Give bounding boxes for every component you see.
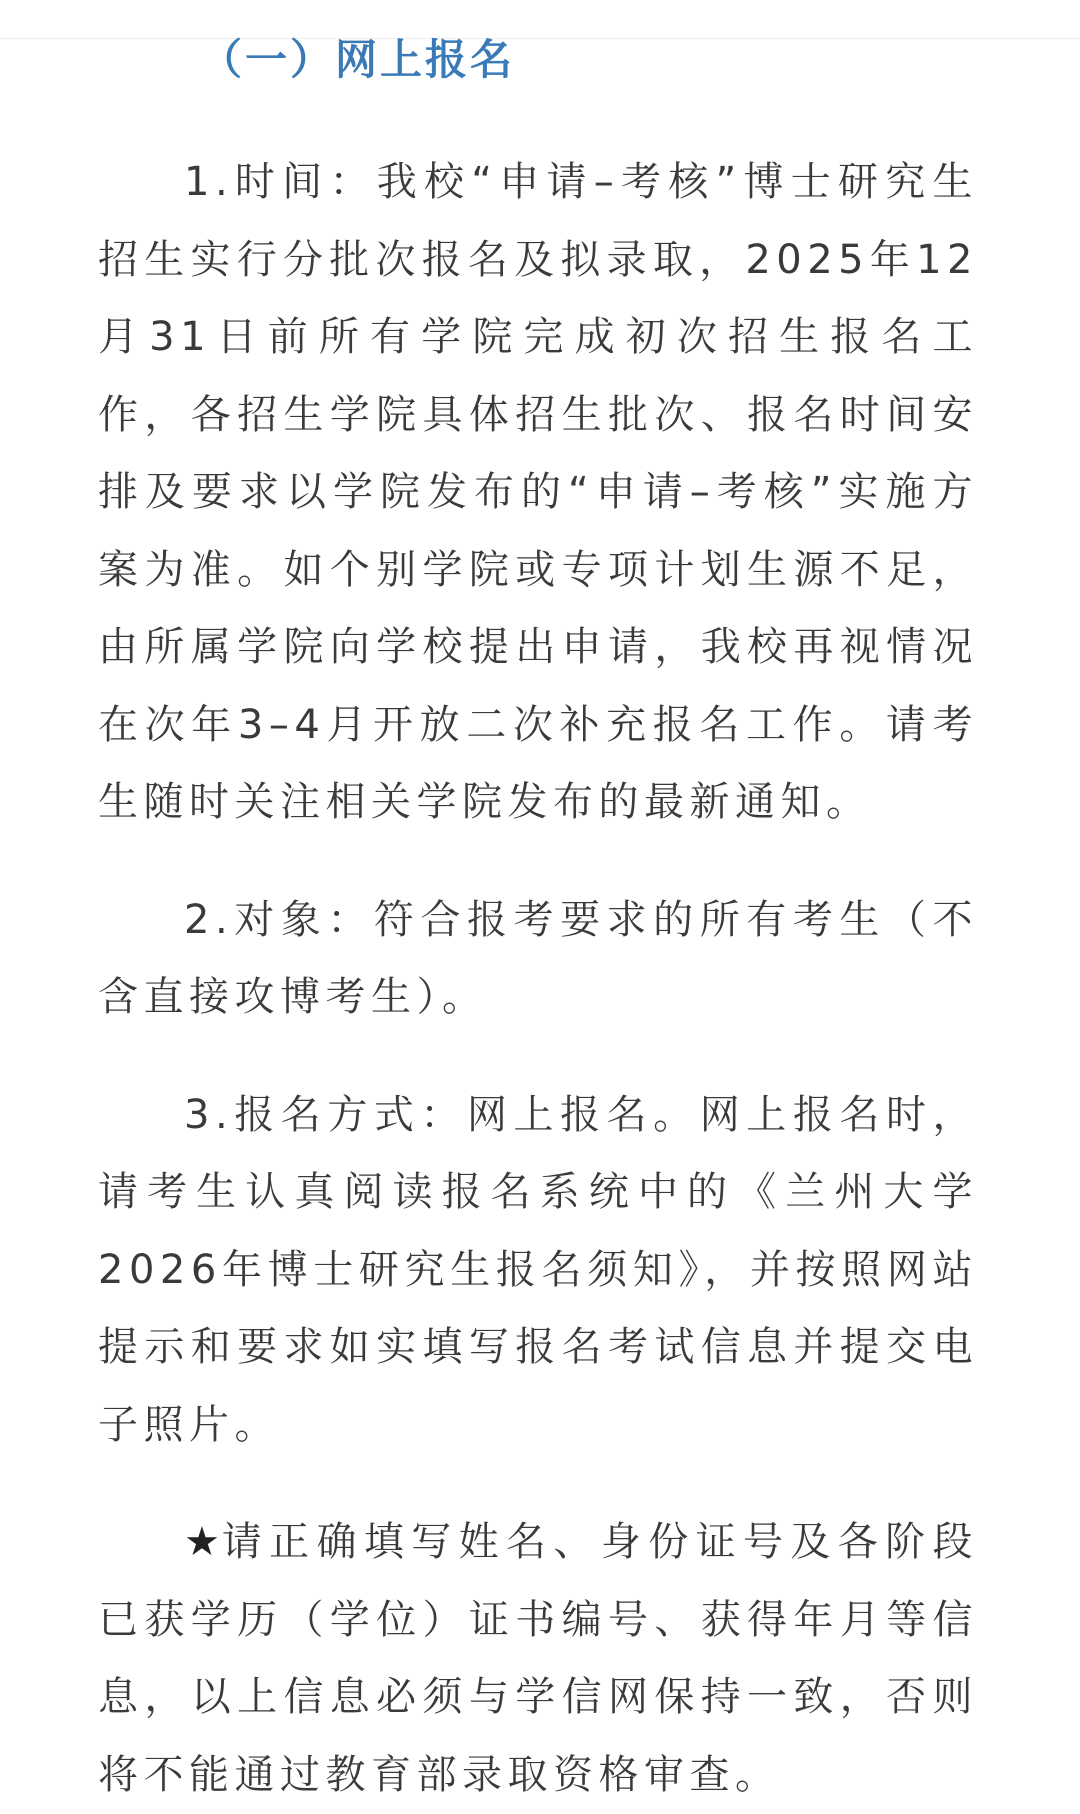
section-title: （一）网上报名 bbox=[200, 35, 516, 84]
notice-text: 请正确填写姓名、身份证号及各阶段已获学历（学位）证书编号、获得年月等信息，以上信息必须与学信网保持一致，否则将不能通过教育部录取资格审查。 bbox=[98, 1519, 978, 1798]
paragraph-time: 1.时间：我校“申请–考核”博士研究生招生实行分批次报名及拟录取，2025年12月31日前所有学院完成初次招生报名工作，各招生学院具体招生批次、报名时间安排及要求以学院发布的“申请–考核”实施方案为准。如个别学院或专项计划生源不足，由所属学院向学校提出申请，我校再视情况在次年3–4月开放二次补充报名工作。请考生随时关注相关学院发布的最新通知。 bbox=[98, 159, 978, 825]
paragraph-target: 2.对象：符合报考要求的所有考生（不含直接攻博考生）。 bbox=[98, 896, 978, 1020]
top-divider bbox=[0, 38, 1080, 39]
paragraph-method: 3.报名方式：网上报名。网上报名时，请考生认真阅读报名系统中的《兰州大学2026年博士研究生报名须知》，并按照网站提示和要求如实填写报名考试信息并提交电子照片。 bbox=[98, 1091, 978, 1448]
paragraph-notice bbox=[98, 1504, 978, 1814]
article-body bbox=[98, 144, 978, 1814]
star-icon: ★ bbox=[184, 1519, 220, 1565]
